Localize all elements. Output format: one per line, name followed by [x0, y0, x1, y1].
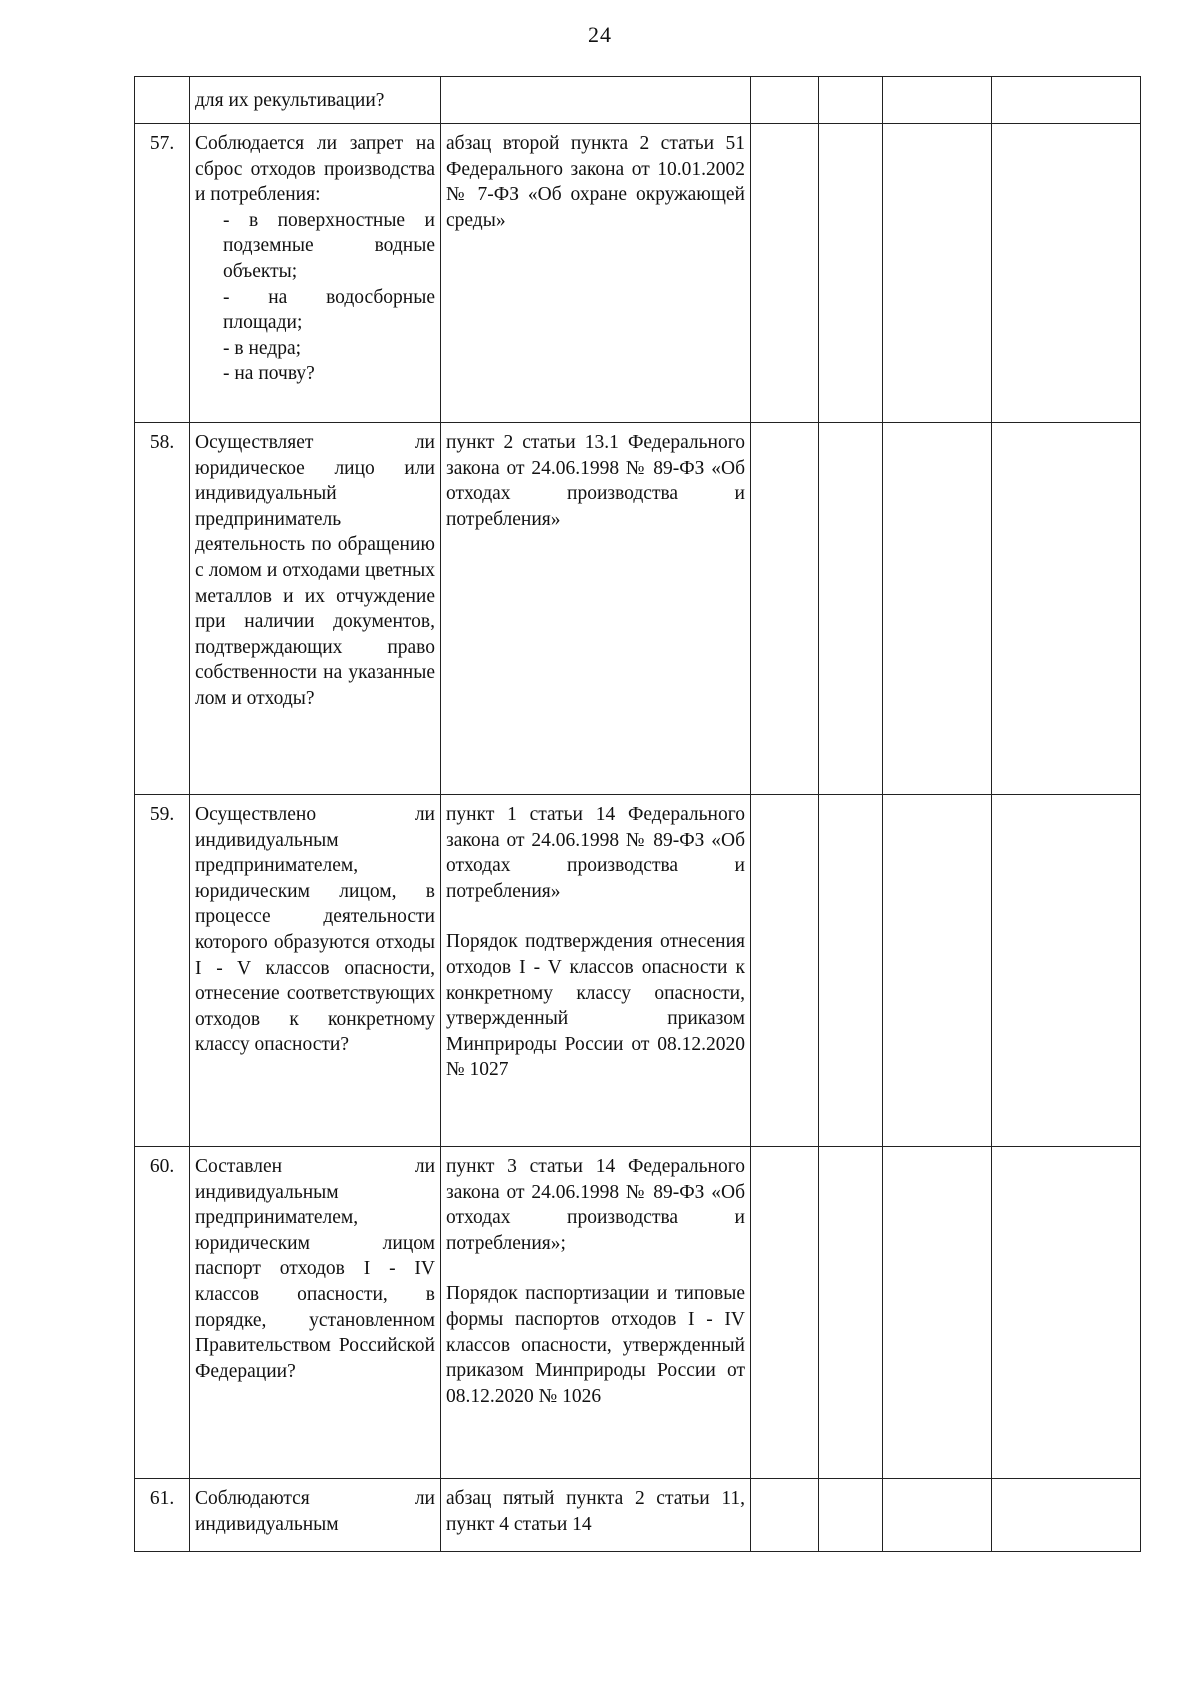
table-row: [135, 795, 1141, 1147]
answer-note-cell[interactable]: [992, 1479, 1141, 1552]
table-row: [135, 1479, 1141, 1552]
table-row: [135, 77, 1141, 124]
question-list-item: - на почву?: [223, 363, 315, 385]
question-text: Осуществлено ли индивидуальным предпринимателем, юридическим лицом, в процессе деятельности которого образуются отходы I - V классов опасности, отнесение соответствующих отходов к конкретному классу опасности?: [195, 804, 435, 1056]
answer-note-cell[interactable]: [992, 77, 1141, 124]
reference-cell: [441, 124, 751, 423]
question-text: Соблюдается ли запрет на сброс отходов производства и потребления:: [195, 133, 435, 206]
answer-no-cell[interactable]: [819, 1147, 883, 1479]
answer-note-cell[interactable]: [992, 423, 1141, 795]
answer-yes-cell[interactable]: [751, 1147, 819, 1479]
reference-text: абзац второй пункта 2 статьи 51 Федерального закона от 10.01.2002 № 7-ФЗ «Об охране окружающей среды»: [446, 133, 745, 231]
page-number: 24: [588, 22, 612, 47]
answer-yes-cell[interactable]: [751, 423, 819, 795]
reference-text: пункт 3 статьи 14 Федерального закона от 24.06.1998 № 89-ФЗ «Об отходах производства и потребления»;: [446, 1156, 745, 1254]
reference-text: пункт 1 статьи 14 Федерального закона от 24.06.1998 № 89-ФЗ «Об отходах производства и потребления»: [446, 804, 745, 902]
question-text: Соблюдаются ли индивидуальным: [195, 1488, 435, 1535]
answer-yes-cell[interactable]: [751, 1479, 819, 1552]
row-number-cell: 58.: [135, 423, 190, 795]
row-number-cell: 61.: [135, 1479, 190, 1552]
reference-cell: [441, 1479, 751, 1552]
answer-no-cell[interactable]: [819, 124, 883, 423]
table-row: [135, 124, 1141, 423]
reference-text: Порядок подтверждения отнесения отходов I - V классов опасности к конкретному классу опасности, утвержденный приказом Минприроды России от 08.12.2020 № 1027: [446, 931, 745, 1081]
question-list-item: - в недра;: [223, 337, 302, 359]
answer-na-cell[interactable]: [883, 124, 992, 423]
answer-yes-cell[interactable]: [751, 124, 819, 423]
answer-no-cell[interactable]: [819, 795, 883, 1147]
question-text: Составлен ли индивидуальным предпринимателем, юридическим лицом паспорт отходов I - IV классов опасности, в порядке, установленном Правительством Российской Федерации?: [195, 1156, 435, 1382]
question-text: Осуществляет ли юридическое лицо или индивидуальный предприниматель деятельность по обращению с ломом и отходами цветных металлов и их отчуждение при наличии документов, подтверждающих право собственности на указанные лом и отходы?: [195, 432, 435, 709]
question-text: для их рекультивации?: [195, 90, 385, 111]
answer-na-cell[interactable]: [883, 423, 992, 795]
row-number-cell: 60.: [135, 1147, 190, 1479]
answer-no-cell[interactable]: [819, 1479, 883, 1552]
answer-yes-cell[interactable]: [751, 77, 819, 124]
row-number-cell: 57.: [135, 124, 190, 423]
table-row: [135, 1147, 1141, 1479]
reference-text: абзац пятый пункта 2 статьи 11, пункт 4 статьи 14: [446, 1488, 745, 1535]
question-cell: [190, 77, 441, 124]
reference-cell: [441, 795, 751, 1147]
answer-no-cell[interactable]: [819, 423, 883, 795]
answer-note-cell[interactable]: [992, 124, 1141, 423]
row-number-cell: [135, 77, 190, 124]
answer-no-cell[interactable]: [819, 77, 883, 124]
question-cell: [190, 1479, 441, 1552]
question-list-item: - в поверхностные и подземные водные объекты;: [223, 209, 435, 282]
answer-na-cell[interactable]: [883, 1479, 992, 1552]
reference-text: Порядок паспортизации и типовые формы паспортов отходов I - IV классов опасности, утвержденный приказом Минприроды России от 08.12.2020 № 1026: [446, 1283, 745, 1407]
answer-note-cell[interactable]: [992, 795, 1141, 1147]
answer-na-cell[interactable]: [883, 795, 992, 1147]
question-cell: [190, 795, 441, 1147]
question-list-item: - на водосборные площади;: [223, 286, 435, 334]
reference-cell: [441, 1147, 751, 1479]
checklist-table: [134, 76, 1141, 1552]
answer-na-cell[interactable]: [883, 77, 992, 124]
answer-note-cell[interactable]: [992, 1147, 1141, 1479]
question-cell: [190, 423, 441, 795]
question-cell: [190, 1147, 441, 1479]
table-row: [135, 423, 1141, 795]
question-cell: [190, 124, 441, 423]
reference-cell: [441, 77, 751, 124]
row-number-cell: 59.: [135, 795, 190, 1147]
answer-yes-cell[interactable]: [751, 795, 819, 1147]
reference-text: пункт 2 статьи 13.1 Федерального закона от 24.06.1998 № 89-ФЗ «Об отходах производства и потребления»: [446, 432, 745, 530]
answer-na-cell[interactable]: [883, 1147, 992, 1479]
reference-cell: [441, 423, 751, 795]
